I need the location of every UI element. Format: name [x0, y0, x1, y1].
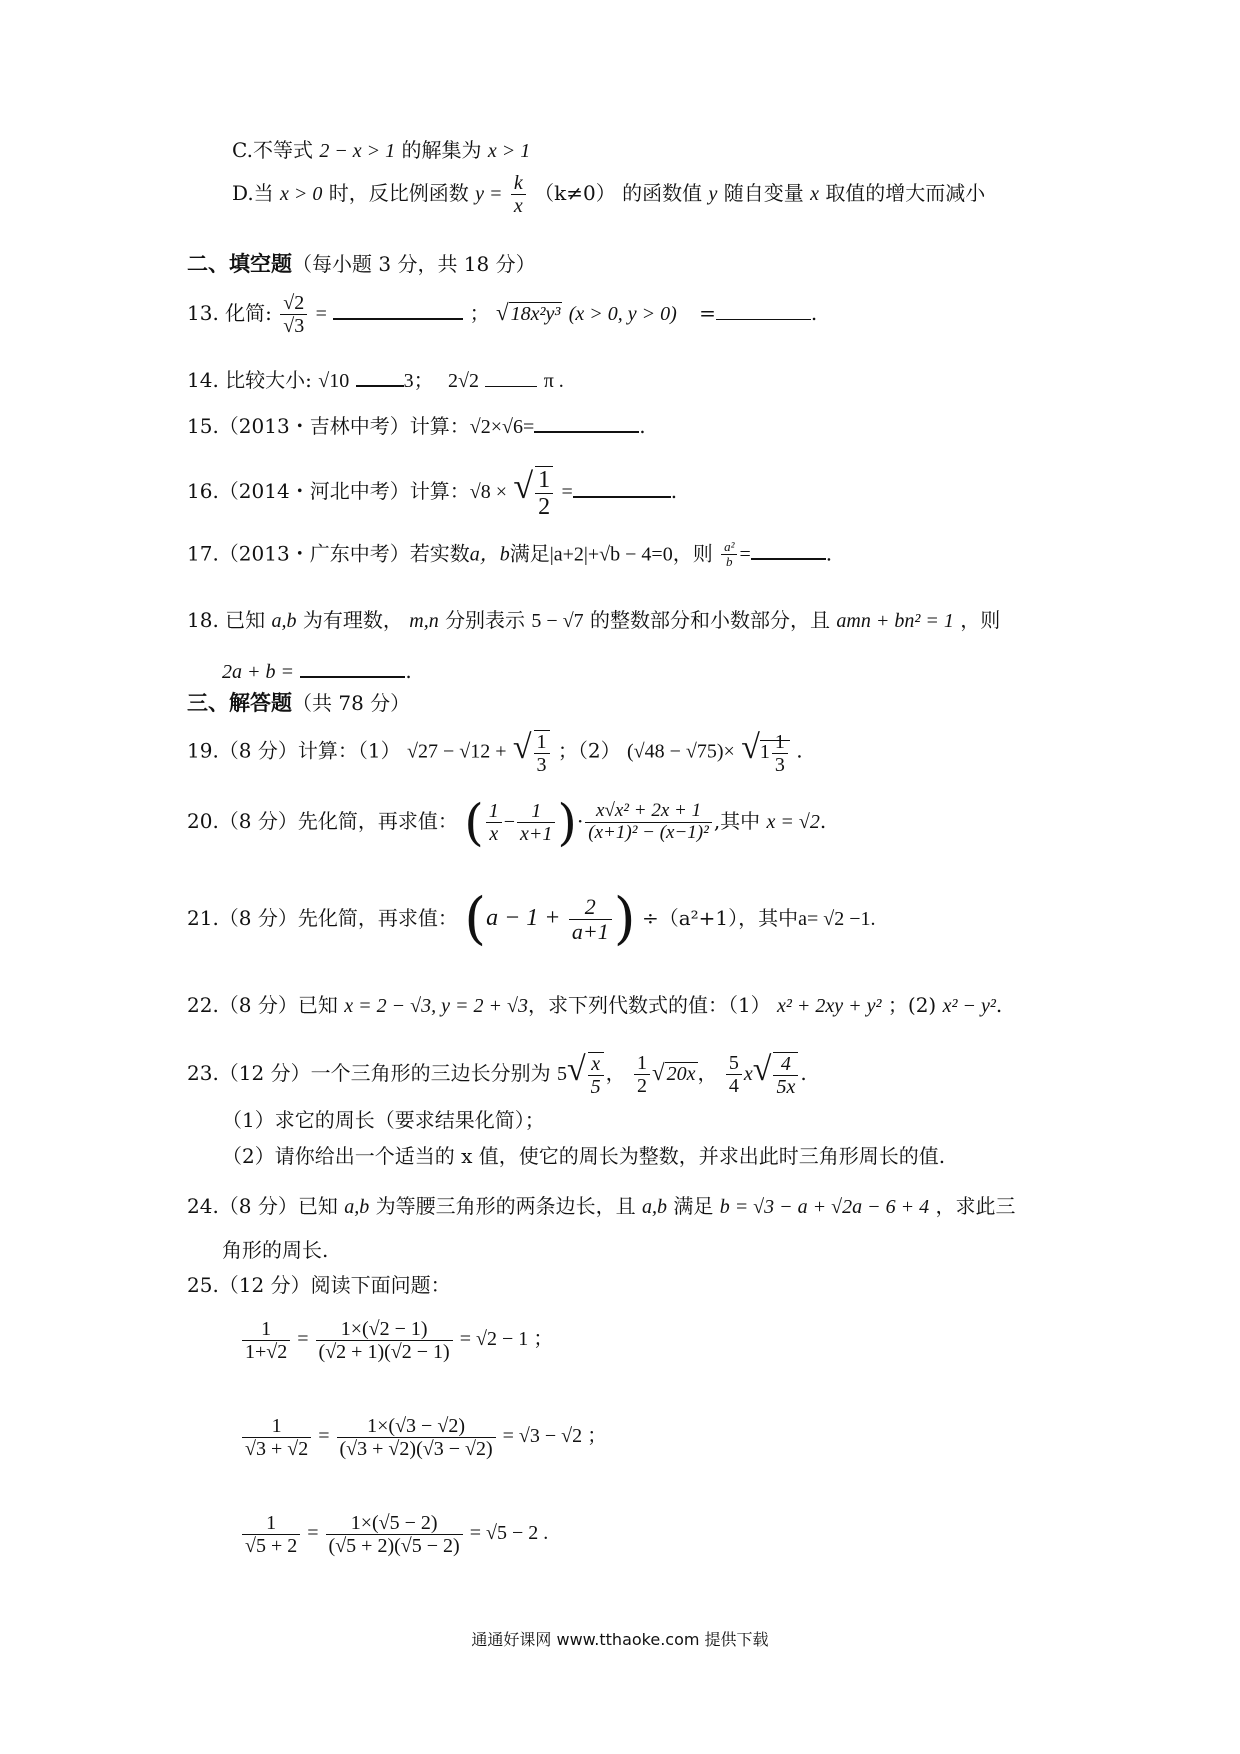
example-row-3: $\frac{1}{√5 + 2}$ = $\frac{1\times(√5 - 2)}{(√5 + 2)(√5 - 2)}$ = √5 − 2 . — [240, 1512, 548, 1557]
side-2-coef: $\frac{1}{2}$ — [634, 1052, 650, 1097]
question-22: 22.（8 分）已知 x = 2 − √3, y = 2 + √3，求下列代数式的值：（1） x² + 2xy + y² ；(2) x² − y². — [187, 993, 1003, 1017]
question-14: 14. 比较大小: √10 3； 2√2 π . — [187, 368, 564, 392]
example-3-left: $\frac{1}{√5 + 2}$ — [242, 1512, 300, 1557]
question-20: 20.（8 分）先化简，再求值： ( $\frac{1}{x}$ − $\frac{1}{x+1}$ )· $\frac{\text{x√x² + 2x + 1}}{\text{(x+1)² − (x−1)²}}$ ,其中 x = √2. — [187, 793, 827, 852]
side-1: √ $\frac{x}{5}$ — [567, 1063, 606, 1085]
answer-blank[interactable] — [534, 429, 639, 433]
example-row-2: $\frac{1}{√3 + √2}$ = $\frac{1\times(√3 - √2)}{(√3 + √2)(√3 - √2)}$ = √3 − √2 ； — [240, 1415, 607, 1460]
answer-blank[interactable] — [356, 383, 404, 387]
section-fill-in-heading: 二、填空题（每小题 3 分，共 18 分） — [187, 252, 536, 276]
example-3-middle: $\frac{1\times(√5 - 2)}{(√5 + 2)(√5 - 2)}$ — [326, 1512, 463, 1557]
example-2-left: $\frac{1}{√3 + √2}$ — [242, 1415, 311, 1460]
question-15: 15.（2013・吉林中考）计算：√2×√6= . — [187, 414, 646, 438]
answer-blank[interactable] — [751, 556, 826, 560]
question-23: 23.（12 分）一个三角形的三边长分别为 5√ $\frac{x}{5}$ ， $\frac{1}{2}$ √ 20x ， $\frac{5}{4}$ x√ $\frac{4}{5x}$ . — [187, 1051, 807, 1099]
sqrt-fraction: √ $\frac{1}{2}$ — [513, 481, 555, 503]
question-19: 19.（8 分）计算：（1） √27 − √12 + √ $\frac{1}{3}$ ；（2） (√48 − √75)× √1 $\frac{1}{3}$ . — [187, 728, 803, 776]
answer-blank[interactable] — [716, 317, 811, 320]
example-1-left: $\frac{1}{1+√2}$ — [242, 1318, 290, 1363]
side-3: √ $\frac{4}{5x}$ — [753, 1063, 801, 1085]
option-c: C.不等式 2 − x > 1 的解集为 x > 1 — [232, 138, 531, 162]
question-25: 25.（12 分）阅读下面问题： — [187, 1273, 451, 1297]
side-2: √ 20x — [652, 1060, 696, 1085]
sqrt-expression: √ 18x²y³ — [495, 300, 561, 325]
fraction-1-over-x-plus-1: $\frac{1}{x+1}$ — [517, 800, 555, 845]
sqrt-one-third: √ $\frac{1}{3}$ — [513, 741, 552, 763]
question-18: 18. 已知 a,b 为有理数， m,n 分别表示 5 − √7 的整数部分和小数部分，且 amn + bn² = 1 ，则 — [187, 608, 1001, 632]
question-18-line2: 2a + b = . — [222, 659, 412, 683]
sqrt-mixed-number: √1 $\frac{1}{3}$ — [741, 741, 790, 763]
question-21: 21.（8 分）先化简，再求值： (a − 1 + $\frac{2}{a+1}$ ) ÷（a²+1），其中a= √2 −1. — [187, 886, 876, 952]
side-3-coef: $\frac{5}{4}$ — [726, 1052, 742, 1097]
example-row-1: $\frac{1}{1+√2}$ = $\frac{1\times(√2 - 1)}{(√2 + 1)(√2 - 1)}$ = √2 − 1 ； — [240, 1318, 553, 1363]
question-24-line2: 角形的周长. — [222, 1238, 329, 1262]
answer-blank[interactable] — [300, 674, 405, 678]
answer-blank[interactable] — [485, 384, 537, 387]
question-24: 24.（8 分）已知 a,b 为等腰三角形的两条边长，且 a,b 满足 b = √3 − a + √2a − 6 + 4 ，求此三 — [187, 1194, 1016, 1218]
question-23-part-2: （2）请你给出一个适当的 x 值，使它的周长为整数，并求出此时三角形周长的值. — [222, 1144, 946, 1168]
fraction-2-over-a-plus-1: $\frac{2}{a+1}$ — [569, 895, 612, 944]
fraction-a2-over-b: $\frac{\text{a²}}{b}$ — [721, 540, 737, 570]
answer-blank[interactable] — [573, 494, 671, 498]
question-13: 13. 化简: $\frac{√2}{√3}$ = ； √ 18x²y³ (x > 0, y > 0) = . — [187, 292, 818, 337]
fraction-main: $\frac{\text{x√x² + 2x + 1}}{\text{(x+1)² − (x−1)²}}$ — [585, 801, 712, 844]
page-footer: 通通好课网 www.tthaoke.com 提供下载 — [471, 1630, 769, 1649]
fraction-root2-root3: $\frac{√2}{√3}$ — [280, 292, 307, 337]
section-solve-heading: 三、解答题（共 78 分） — [187, 691, 411, 715]
answer-blank[interactable] — [333, 316, 463, 320]
question-16: 16.（2014・河北中考）计算：√8 × √ $\frac{1}{2}$ = . — [187, 465, 678, 521]
fraction-k-over-x: $\frac{k}{x}$ — [511, 172, 526, 217]
option-d: D.当 x > 0 时，反比例函数 y = $\frac{k}{x}$ （k≠0） 的函数值 y 随自变量 x 取值的增大而减小 — [232, 172, 986, 217]
example-1-middle: $\frac{1\times(√2 - 1)}{(√2 + 1)(√2 - 1)}$ — [316, 1318, 453, 1363]
question-23-part-1: （1）求它的周长（要求结果化简）； — [222, 1108, 545, 1132]
example-2-middle: $\frac{1\times(√3 - √2)}{(√3 + √2)(√3 - √2)}$ — [337, 1415, 496, 1460]
fraction-1-over-x: $\frac{1}{x}$ — [486, 800, 502, 845]
question-17: 17.（2013・广东中考）若实数a，b满足|a+2|+√b − 4=0，则 $\frac{\text{a²}}{b}$ = . — [187, 539, 833, 570]
